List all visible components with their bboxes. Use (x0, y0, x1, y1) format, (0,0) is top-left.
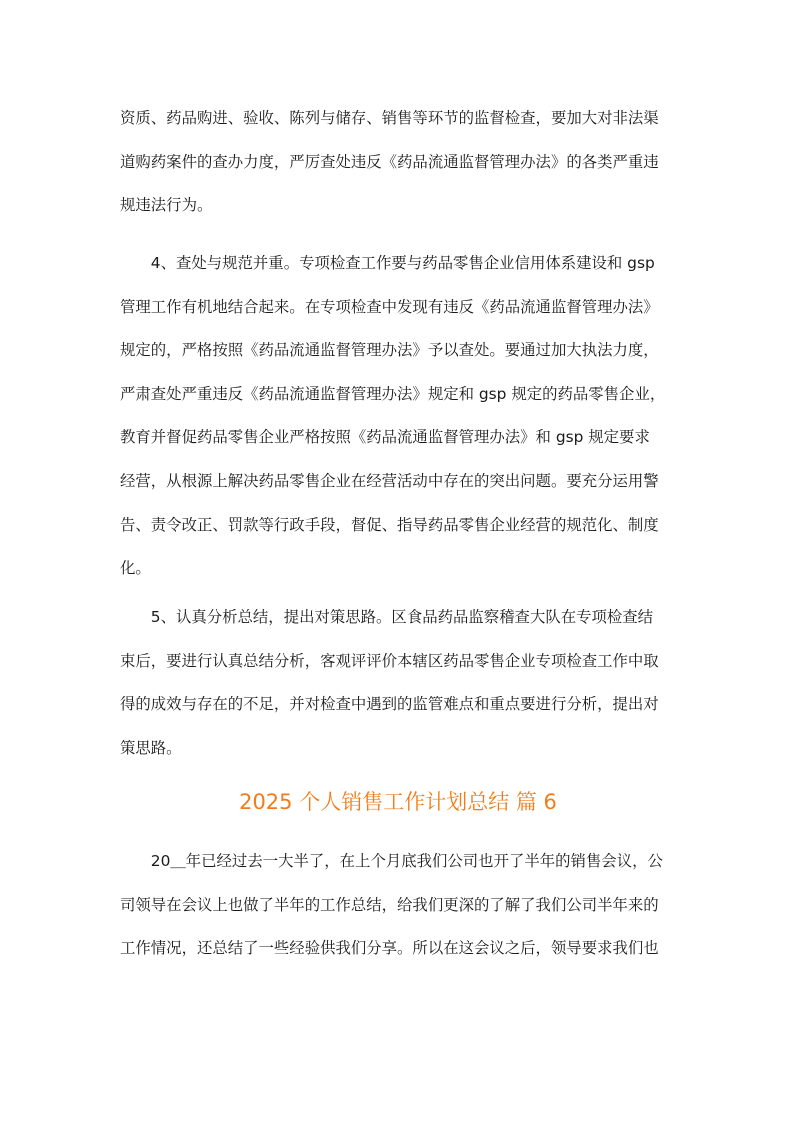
paragraph-item-6 (120, 840, 676, 971)
text-line: 束后，要进行认真总结分析，客观评评价本辖区药品零售企业专项检查工作中取 (120, 651, 659, 670)
text-line: 管理工作有机地结合起来。在专项检查中发现有违反《药品流通监督管理办法》 (120, 297, 659, 316)
paragraph-item-5 (120, 596, 676, 770)
text-line: 经营，从根源上解决药品零售企业在经营活动中存在的突出问题。要充分运用警 (120, 471, 659, 490)
text-line: 道购药案件的查办力度，严厉查处违反《药品流通监督管理办法》的各类严重违 (120, 152, 659, 171)
text-line: 得的成效与存在的不足，并对检查中遇到的监管难点和重点要进行分析，提出对 (120, 695, 659, 714)
text-line: 20＿年已经过去一大半了，在上个月底我们公司也开了半年的销售会议，公 (120, 852, 663, 870)
text-line: 教育并督促药品零售企业严格按照《药品流通监督管理办法》和 gsp 规定要求 (120, 428, 650, 447)
text-line: 资质、药品购进、验收、陈列与储存、销售等环节的监督检查，要加大对非法渠 (120, 109, 659, 127)
text-line: 策思路。 (120, 738, 182, 757)
text-line: 5、认真分析总结，提出对策思路。区食品药品监察稽查大队在专项检查结 (120, 608, 654, 626)
text-line: 4、查处与规范并重。专项检查工作要与药品零售企业信用体系建设和 gsp (120, 254, 655, 272)
text-line: 告、责令改正、罚款等行政手段，督促、指导药品零售企业经营的规范化、制度 (120, 515, 659, 534)
text-line: 司领导在会议上也做了半年的工作总结，给我们更深的了解了我们公司半年来的 (120, 895, 659, 914)
section-heading: 2025 个人销售工作计划总结 篇 6 (239, 790, 557, 814)
paragraph-continued (120, 97, 676, 228)
text-line: 工作情况，还总结了一些经验供我们分享。所以在这会议之后，领导要求我们也 (120, 939, 659, 958)
paragraph-item-4 (120, 242, 676, 591)
text-line: 严肃查处严重违反《药品流通监督管理办法》规定和 gsp 规定的药品零售企业， (120, 384, 666, 403)
text-line: 规违法行为。 (120, 196, 213, 215)
text-line: 规定的，严格按照《药品流通监督管理办法》予以查处。要通过加大执法力度， (120, 341, 659, 360)
text-line: 化。 (120, 559, 151, 578)
